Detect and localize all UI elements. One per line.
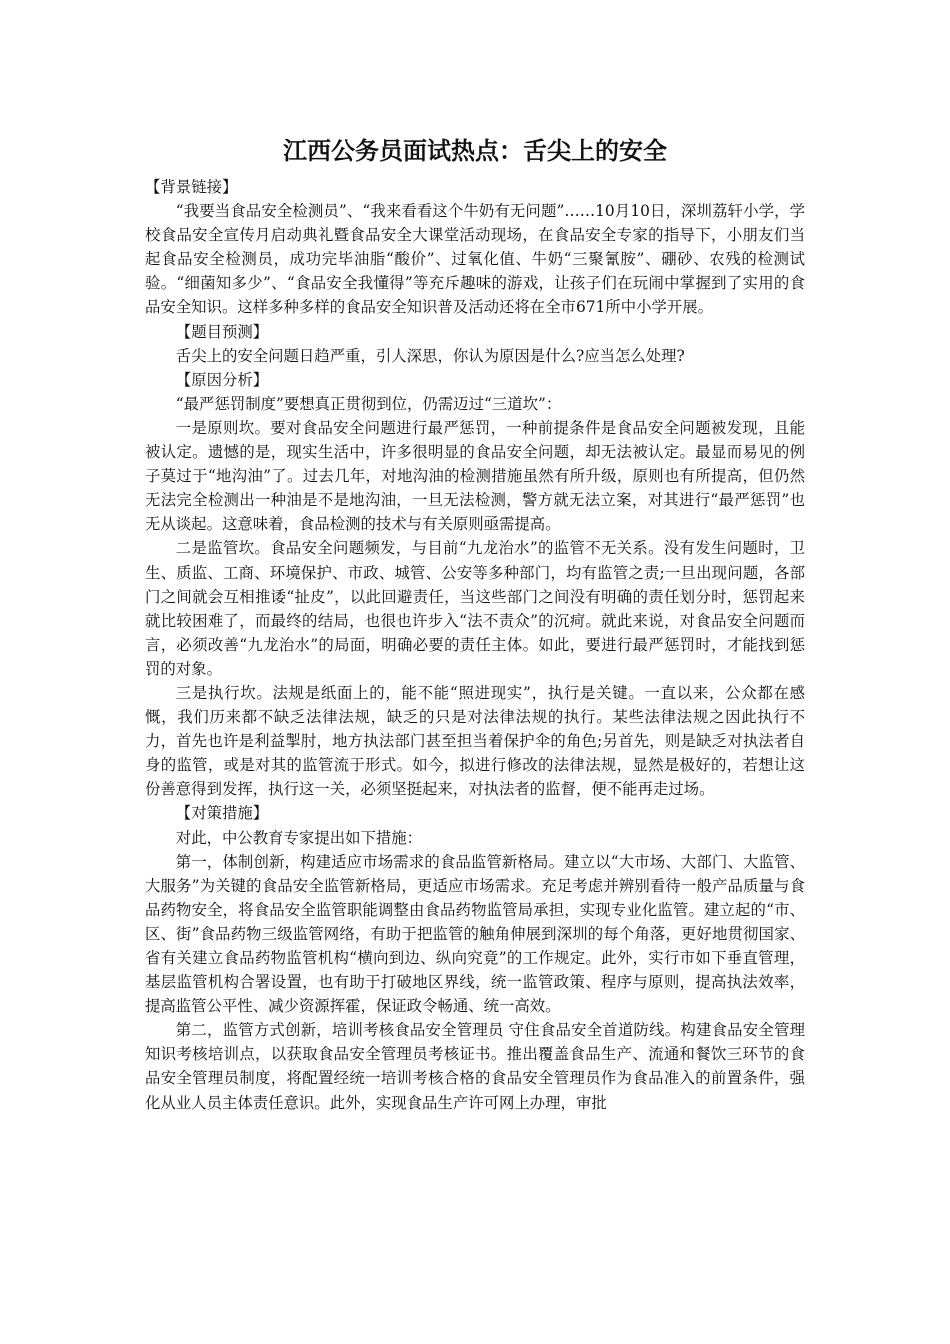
section-heading-prediction: 【题目预测】 [175, 322, 269, 341]
paragraph-measure-two: 第二，监管方式创新，培训考核食品安全管理员 守住食品安全首道防线。构建食品安全管理知识考核培训点，以获取食品安全管理员考核证书。推出覆盖食品生产、流通和餐饮三环节的食品安全管理员制度，将配置经统一培训考核合格的食品安全管理员作为食品准入的前置条件，强化从业人员主体责任意识。此外，实现食品生产许可网上办理，审批 [145, 1021, 805, 1112]
paragraph-execution-barrier: 三是执行坎。法规是纸面上的，能不能“照进现实”，执行是关键。一直以来，公众都在感慨，我们历来都不缺乏法律法规，缺乏的只是对法律法规的执行。某些法律法规之因此执行不力，首先也许是利益掣肘，地方执法部门甚至担当着保护伞的角色;另首先，则是缺乏对执法者自身的监管，或是对其的监管流于形式。如今，拟进行修改的法律法规，显然是极好的，若想让这份善意得到发挥，执行这一关，必须坚挺起来，对执法者的监督，便不能再走过场。 [145, 683, 805, 799]
paragraph-measure-one: 第一，体制创新，构建适应市场需求的食品监管新格局。建立以“大市场、大部门、大监管、大服务”为关键的食品安全监管新格局，更适应市场需求。充足考虑并辨别看待一般产品质量与食品药物安全，将食品安全监管职能调整由食品药物监管局承担，实现专业化监管。建立起的“市、区、街”食品药物三级监管网络，有助于把监管的触角伸展到深圳的每个角落，更好地贯彻国家、省有关建立食品药物监管机构“横向到边、纵向究竟”的工作规定。此外，实行市如下垂直管理，基层监管机构合署设置，也有助于打破地区界线，统一监管政策、程序与原则，提高执法效率，提高监管公平性、减少资源挥霍，保证政令畅通、统一高效。 [145, 852, 805, 1016]
document-body [145, 175, 805, 1115]
paragraph-background: “我要当食品安全检测员”、“我来看看这个牛奶有无问题”……10月10日，深圳荔轩小学，学校食品安全宣传月启动典礼暨食品安全大课堂活动现场，在食品安全专家的指导下，小朋友们当起食品安全检测员，成功完毕油脂“酸价”、过氧化值、牛奶“三聚氰胺”、硼砂、农残的检测试验。“细菌知多少”、“食品安全我懂得”等充斥趣味的游戏，让孩子们在玩闹中掌握到了实用的食品安全知识。这样多种多样的食品安全知识普及活动还将在全市671所中小学开展。 [145, 202, 805, 317]
paragraph-analysis-intro: “最严惩罚制度”要想真正贯彻到位，仍需迈过“三道坎”： [175, 394, 562, 413]
section-heading-background: 【背景链接】 [145, 178, 238, 196]
section-heading-analysis: 【原因分析】 [175, 370, 269, 389]
paragraph-supervision-barrier: 二是监管坎。食品安全问题频发，与目前“九龙治水”的监管不无关系。没有发生问题时，卫生、质监、工商、环境保护、市政、城管、公安等多种部门，均有监管之责;一旦出现问题，各部门之间就会互相推诿“扯皮”，以此回避责任，当这些部门之间没有明确的责任划分时，惩罚起来就比较困难了，而最终的结局，也很也许步入“法不责众”的沉疴。就此来说，对食品安全问题而言，必须改善“九龙治水”的局面，明确必要的责任主体。如此，要进行最严惩罚时，才能找到惩罚的对象。 [145, 539, 805, 678]
paragraph-question: 舌尖上的安全问题日趋严重，引人深思，你认为原因是什么?应当怎么处理? [175, 346, 685, 365]
paragraph-measures-intro: 对此，中公教育专家提出如下措施： [175, 828, 423, 847]
section-heading-measures: 【对策措施】 [175, 804, 269, 823]
document-title: 江西公务员面试热点：舌尖上的安全 [283, 137, 667, 165]
paragraph-principle-barrier: 一是原则坎。要对食品安全问题进行最严惩罚，一种前提条件是食品安全问题被发现，且能被认定。遗憾的是，现实生活中，许多很明显的食品安全问题，却无法被认定。最显而易见的例子莫过于“地沟油”了。过去几年，对地沟油的检测措施虽然有所升级，原则也有所提高，但仍然无法完全检测出一种油是不是地沟油，一旦无法检测，警方就无法立案，对其进行“最严惩罚”也无从谈起。这意味着，食品检测的技术与有关原则亟需提高。 [145, 418, 805, 534]
